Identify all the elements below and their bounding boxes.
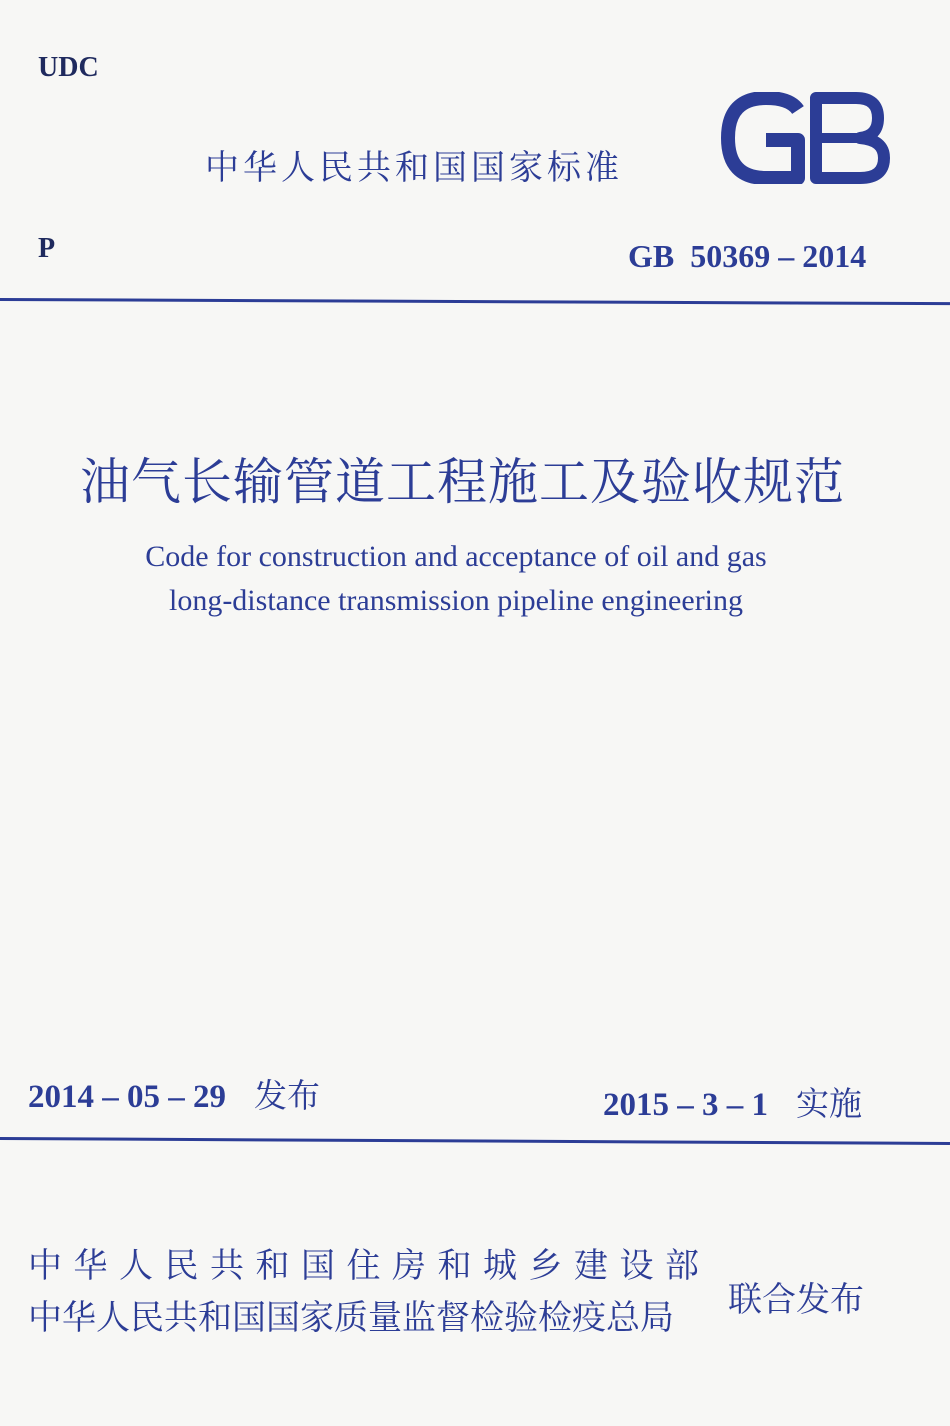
standard-number: GB 50369 – 2014 (628, 238, 867, 274)
publish-label: 发布 (254, 1076, 320, 1115)
implement-date-block (603, 1078, 862, 1125)
publish-date-block (28, 1070, 320, 1117)
publish-date: 2014 – 05 – 29 (28, 1079, 226, 1115)
implement-label: 实施 (796, 1084, 862, 1123)
gb-logo (720, 92, 892, 184)
bottom-divider (0, 1137, 950, 1145)
issuer-aqsiq: 中华人民共和国国家质量监督检验检疫总局 (28, 1298, 674, 1338)
top-divider (0, 298, 950, 305)
national-standard-heading: 中华人民共和国国家标准 (205, 148, 623, 188)
title-english-line2: long-distance transmission pipeline engineering (168, 584, 744, 617)
title-english-line1: Code for construction and acceptance of oil and gas (145, 540, 767, 573)
issuer-ministry: 中华人民共和国住房和城乡建设部 (28, 1246, 711, 1286)
udc-label: UDC (38, 52, 99, 83)
category-label: P (38, 233, 56, 264)
joint-issue-label: 联合发布 (728, 1280, 864, 1320)
title-chinese: 油气长输管道工程施工及验收规范 (80, 453, 845, 511)
implement-date: 2015 – 3 – 1 (603, 1087, 768, 1123)
